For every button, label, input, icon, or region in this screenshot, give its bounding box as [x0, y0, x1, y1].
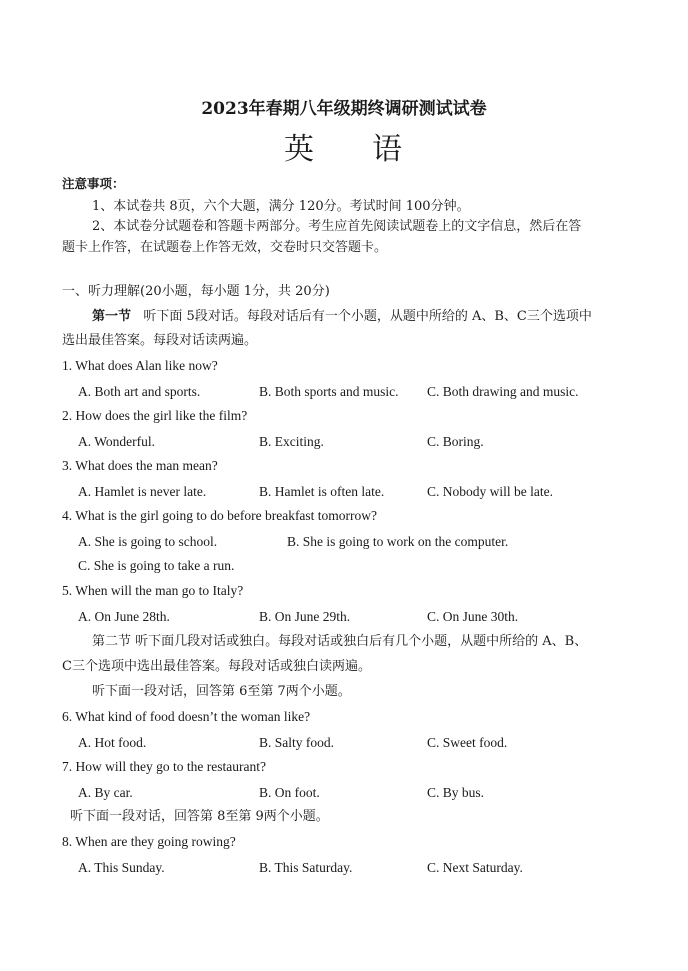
part1-heading: 一、听力理解(20小题，每小题 1分，共 20分): [62, 284, 330, 299]
section2-line-1: 第二节 听下面几段对话或独白。每段对话或独白后有几个小题，从题中所给的 A、B、: [92, 634, 588, 649]
section2-line-2: C三个选项中选出最佳答案。每段对话或独白读两遍。: [62, 659, 371, 674]
q2-option-c: C. Boring.: [427, 434, 484, 449]
question-6: 6. What kind of food doesn’t the woman like?: [62, 709, 311, 724]
notes-item-2-line-2: 题卡上作答，在试题卷上作答无效，交卷时只交答题卡。: [62, 240, 388, 255]
section1-label: 第一节: [92, 309, 132, 324]
q7-option-c: C. By bus.: [427, 785, 485, 800]
question-3: 3. What does the man mean?: [62, 458, 218, 473]
q7-option-b: B. On foot.: [259, 785, 320, 800]
q3-option-b: B. Hamlet is often late.: [259, 484, 385, 499]
q5-option-c: C. On June 30th.: [427, 609, 519, 624]
question-8: 8. When are they going rowing?: [62, 834, 236, 849]
q8-option-c: C. Next Saturday.: [427, 860, 523, 875]
question-4: 4. What is the girl going to do before breakfast tomorrow?: [62, 508, 378, 523]
q3-option-a: A. Hamlet is never late.: [78, 484, 207, 499]
q1-option-b: B. Both sports and music.: [259, 384, 399, 399]
q4-option-a: A. She is going to school.: [78, 534, 218, 549]
question-2: 2. How does the girl like the film?: [62, 408, 248, 423]
q8-option-b: B. This Saturday.: [259, 860, 353, 875]
section1-text: 听下面 5段对话。每段对话后有一个小题，从题中所给的 A、B、C三个选项中: [143, 309, 592, 324]
section1-line-1: [92, 309, 592, 325]
question-1: 1. What does Alan like now?: [62, 358, 218, 373]
q6-option-c: C. Sweet food.: [427, 735, 508, 750]
subject-char-1: 英: [284, 132, 316, 167]
notes-item-1: 1、本试卷共 8页，六个大题，满分 120分。考试时间 100分钟。: [92, 199, 470, 214]
instruction-6-7: 听下面一段对话，回答第 6至第 7两个小题。: [92, 684, 351, 699]
q6-option-a: A. Hot food.: [78, 735, 147, 750]
q7-option-a: A. By car.: [78, 785, 133, 800]
section1-line-2: 选出最佳答案。每段对话读两遍。: [62, 333, 258, 348]
instruction-8-9: 听下面一段对话，回答第 8至第 9两个小题。: [70, 809, 329, 824]
q2-option-b: B. Exciting.: [259, 434, 324, 449]
question-5: 5. When will the man go to Italy?: [62, 583, 244, 598]
q5-option-b: B. On June 29th.: [259, 609, 351, 624]
q4-option-b: B. She is going to work on the computer.: [287, 534, 509, 549]
question-7: 7. How will they go to the restaurant?: [62, 759, 266, 774]
exam-title: 2023年春期八年级期终调研测试试卷: [201, 99, 487, 119]
subject-char-2: 语: [372, 132, 404, 167]
q1-option-c: C. Both drawing and music.: [427, 384, 579, 399]
q1-option-a: A. Both art and sports.: [78, 384, 201, 399]
notes-item-2-line-1: 2、本试卷分试题卷和答题卡两部分。考生应首先阅读试题卷上的文字信息，然后在答: [92, 219, 582, 234]
q2-option-a: A. Wonderful.: [78, 434, 156, 449]
q6-option-b: B. Salty food.: [259, 735, 335, 750]
q4-option-c: C. She is going to take a run.: [78, 558, 235, 573]
subject-title: [0, 132, 688, 168]
q8-option-a: A. This Sunday.: [78, 860, 165, 875]
notes-heading: 注意事项：: [62, 176, 125, 191]
q3-option-c: C. Nobody will be late.: [427, 484, 553, 499]
q5-option-a: A. On June 28th.: [78, 609, 170, 624]
